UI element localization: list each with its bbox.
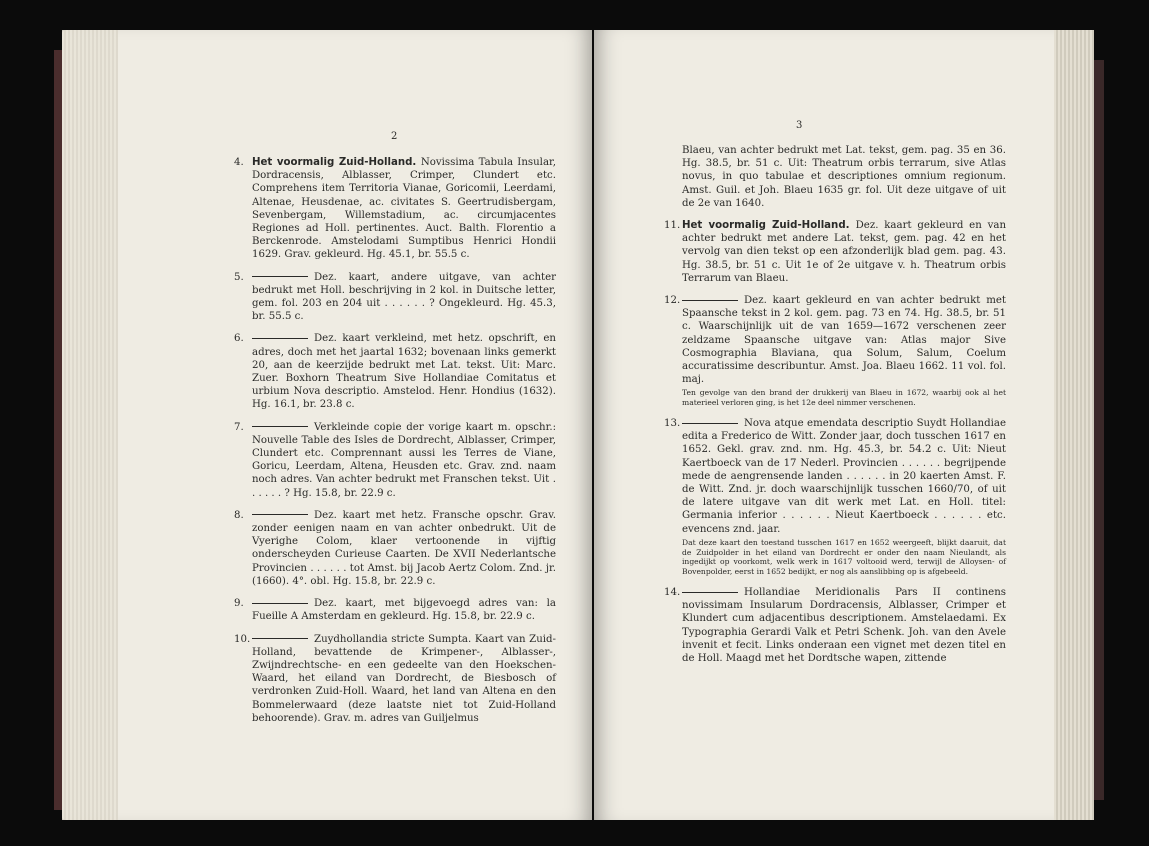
catalog-entry [234,271,556,324]
entry-number: 7. [234,421,244,433]
entry-footnote: Dat deze kaart den toestand tusschen 1617 en 1652 weergeeft, blijkt daaruit, dat de Zuidpolder in het eiland van Dordrecht er onder den naam Nieulandt, als ingedijkt op voorkomt, welk werk in 1617 voltooid werd, terwijl de Alloysen- of Bovenpolder, eerst in 1652 bedijkt, er nog als aanslibbing op is afgebeeld. [682,537,1006,577]
entry-number: 12. [664,295,681,307]
entry-text: Blaeu, van achter bedrukt met Lat. tekst, gem. pag. 35 en 36. Hg. 38.5, br. 51 c. Uit: Theatrum orbis terrarum, sive Atlas novus, in quo tabulae et descriptiones omnium regionum. Amst. Guil. et Joh. Blaeu 1635 gr. fol. Uit deze uitgave of uit de 2e van 1640. [682,145,1006,209]
entry-heading: Het voormalig Zuid-Holland. [682,220,856,232]
catalog-entry [234,509,556,588]
ditto-rule [252,338,308,339]
ditto-rule [682,423,738,424]
page-stack-right [1054,30,1094,820]
entry-number: 6. [234,333,244,345]
entry-text: Dez. kaart gekleurd en van achter bedrukt met Spaansche tekst in 2 kol. gem. pag. 73 en 74. Hg. 38.5, br. 51 c. Waarschijnlijk uit de van 1659—1672 verschenen zeer zeldzame Spaansche uitgave van: Atlas major Sive Cosmographia Blaviana, qua Solum, Salum, Coelum accuratissime describuntur. Amst. Joa. Blaeu 1662. 11 vol. fol. maj. [682,295,1006,386]
page-number: 2 [391,131,398,142]
ditto-rule [252,514,308,515]
catalog-entry [234,597,556,623]
entry-text: Zuydhollandia stricte Sumpta. Kaart van Zuid-Holland, bevattende de Krimpener-, Alblasser-, Zwijndrechtsche- en een gedeelte van den Hoekschen-Waard, het eiland van Dordrecht, de Biesbosch of verdronken Zuid-Holl. Waard, het land van Altena en den Bommelerwaard (deze laatste niet tot Zuid-Holland behoorende). Grav. m. adres van Guiljelmus [252,633,556,724]
ditto-rule [252,426,308,427]
ditto-rule [252,603,308,604]
catalog-entry [234,332,556,411]
entry-text: Nova atque emendata descriptio Suydt Hollandiae edita a Frederico de Witt. Zonder jaar, doch tusschen 1617 en 1652. Gekl. grav. znd. nm. Hg. 45.3, br. 54.2 c. Uit: Nieut Kaertboeck van de 17 Nederl. Provincien . . . . . . begrijpende mede de aengrensende landen . . . . . . in 20 kaerten Amst. F. de Witt. Znd. jr. doch waarschijnlijk tusschen 1660/70, of uit de latere uitgave van dit werk met Lat. en Holl. titel: Germania inferior . . . . . . Nieut Kaertboeck . . . . . . etc. evencens znd. jaar. [682,418,1006,535]
right-page-text [664,144,1006,674]
catalog-entry [664,586,1006,665]
entry-text: Dez. kaart met hetz. Fransche opschr. Grav. zonder eenigen naam en van achter onbedrukt. Uit de Vyerighe Colom, klaer vertoonende in vijftig onderscheyden Curieuse Caarten. De XVII Nederlantsche Provincien . . . . . . tot Amst. bij Jacob Aertz Colom. Znd. jr. (1660). 4°. obl. Hg. 15.8, br. 22.9 c. [252,509,556,587]
catalog-entry [664,219,1006,285]
entry-number: 11. [664,220,681,232]
ditto-rule [252,276,308,277]
continuation-paragraph [664,144,1006,210]
entry-number: 10. [234,633,251,645]
catalog-entry [234,421,556,500]
entry-number: 9. [234,598,244,610]
entry-number: 13. [664,418,681,430]
page-stack-left [62,30,118,820]
entry-text: Novissima Tabula Insular, Dordracensis, Alblasser, Crimper, Clundert etc. Comprehens item Territoria Vianae, Goricomii, Leerdami, Altenae, Heusdenae, ac. civitates S. Geertrudisbergam, Sevenbergam, Willemstadium, ac. circumjacentes Regiones ad Holl. pertinentes. Auct. Balth. Florentio a Berckenrode. Amstelodami Sumptibus Henrici Hondii 1629. Grav. gekleurd. Hg. 45.1, br. 55.5 c. [252,157,556,261]
entry-footnote: Ten gevolge van den brand der drukkerij van Blaeu in 1672, waarbij ook al het materieel verloren ging, is het 12e deel nimmer verschenen. [682,388,1006,408]
catalog-entry [234,156,556,262]
left-page [62,30,592,820]
entry-number: 4. [234,157,244,168]
entry-text: Verkleinde copie der vorige kaart m. opschr.: Nouvelle Table des Isles de Dordrecht, Alblasser, Crimper, Clundert etc. Comprennant aussi les Terres de Viane, Goricu, Leerdam, Altena, Heusden etc. Grav. znd. naam noch adres. Van achter bedrukt met Franschen tekst. Uit . . . . . . ? Hg. 15.8, br. 22.9 c. [252,421,556,499]
catalog-entry [664,294,1006,408]
catalog-entry [664,417,1006,577]
entry-number: 14. [664,587,681,599]
right-page [594,30,1094,820]
ditto-rule [682,592,738,593]
ditto-rule [682,300,738,301]
entry-text: Dez. kaart, met bijgevoegd adres van: la Fueille A Amsterdam en gekleurd. Hg. 15.8, br. 22.9 c. [252,598,556,623]
page-number: 3 [796,120,803,131]
ditto-rule [252,638,308,639]
entry-text: Dez. kaart gekleurd en van achter bedrukt met andere Lat. tekst, gem. pag. 42 en het vervolg van dien tekst op een afzonderlijk blad gem. pag. 43. Hg. 38.5, br. 51 c. Uit 1e of 2e uitgave v. h. Theatrum orbis Terrarum van Blaeu. [682,220,1007,284]
entry-text: Dez. kaart verkleind, met hetz. opschrift, en adres, doch met het jaartal 1632; bovenaan links gemerkt 20, aan de keerzijde bedrukt met Lat. tekst. Uit: Marc. Zuer. Boxhorn Theatrum Sive Hollandiae Comitatus et urbium Nova descriptio. Amstelod. Henr. Hondius (1632). Hg. 16.1, br. 23.8 c. [252,333,556,411]
entry-heading: Het voormalig Zuid-Holland. [252,157,421,168]
entry-text: Hollandiae Meridionalis Pars II continens novissimam Insularum Dordracensis, Alblasser, Crimper et Klundert cum adjacentibus descriptionem. Amstelaedami. Ex Typographia Gerardi Valk et Petri Schenk. Joh. van den Avele invenit et fecit. Links onderaan een vignet met dezen titel en de Holl. Maagd met het Dordtsche wapen, zittende [682,587,1006,665]
entry-number: 5. [234,271,244,283]
left-page-text [234,156,556,734]
entry-number: 8. [234,509,244,521]
catalog-entry [234,633,556,725]
open-book [62,30,1094,820]
entry-text: Dez. kaart, andere uitgave, van achter bedrukt met Holl. beschrijving in 2 kol. in Duitsche letter, gem. fol. 203 en 204 uit . . . . . . ? Ongekleurd. Hg. 45.3, br. 55.5 c. [252,271,556,323]
